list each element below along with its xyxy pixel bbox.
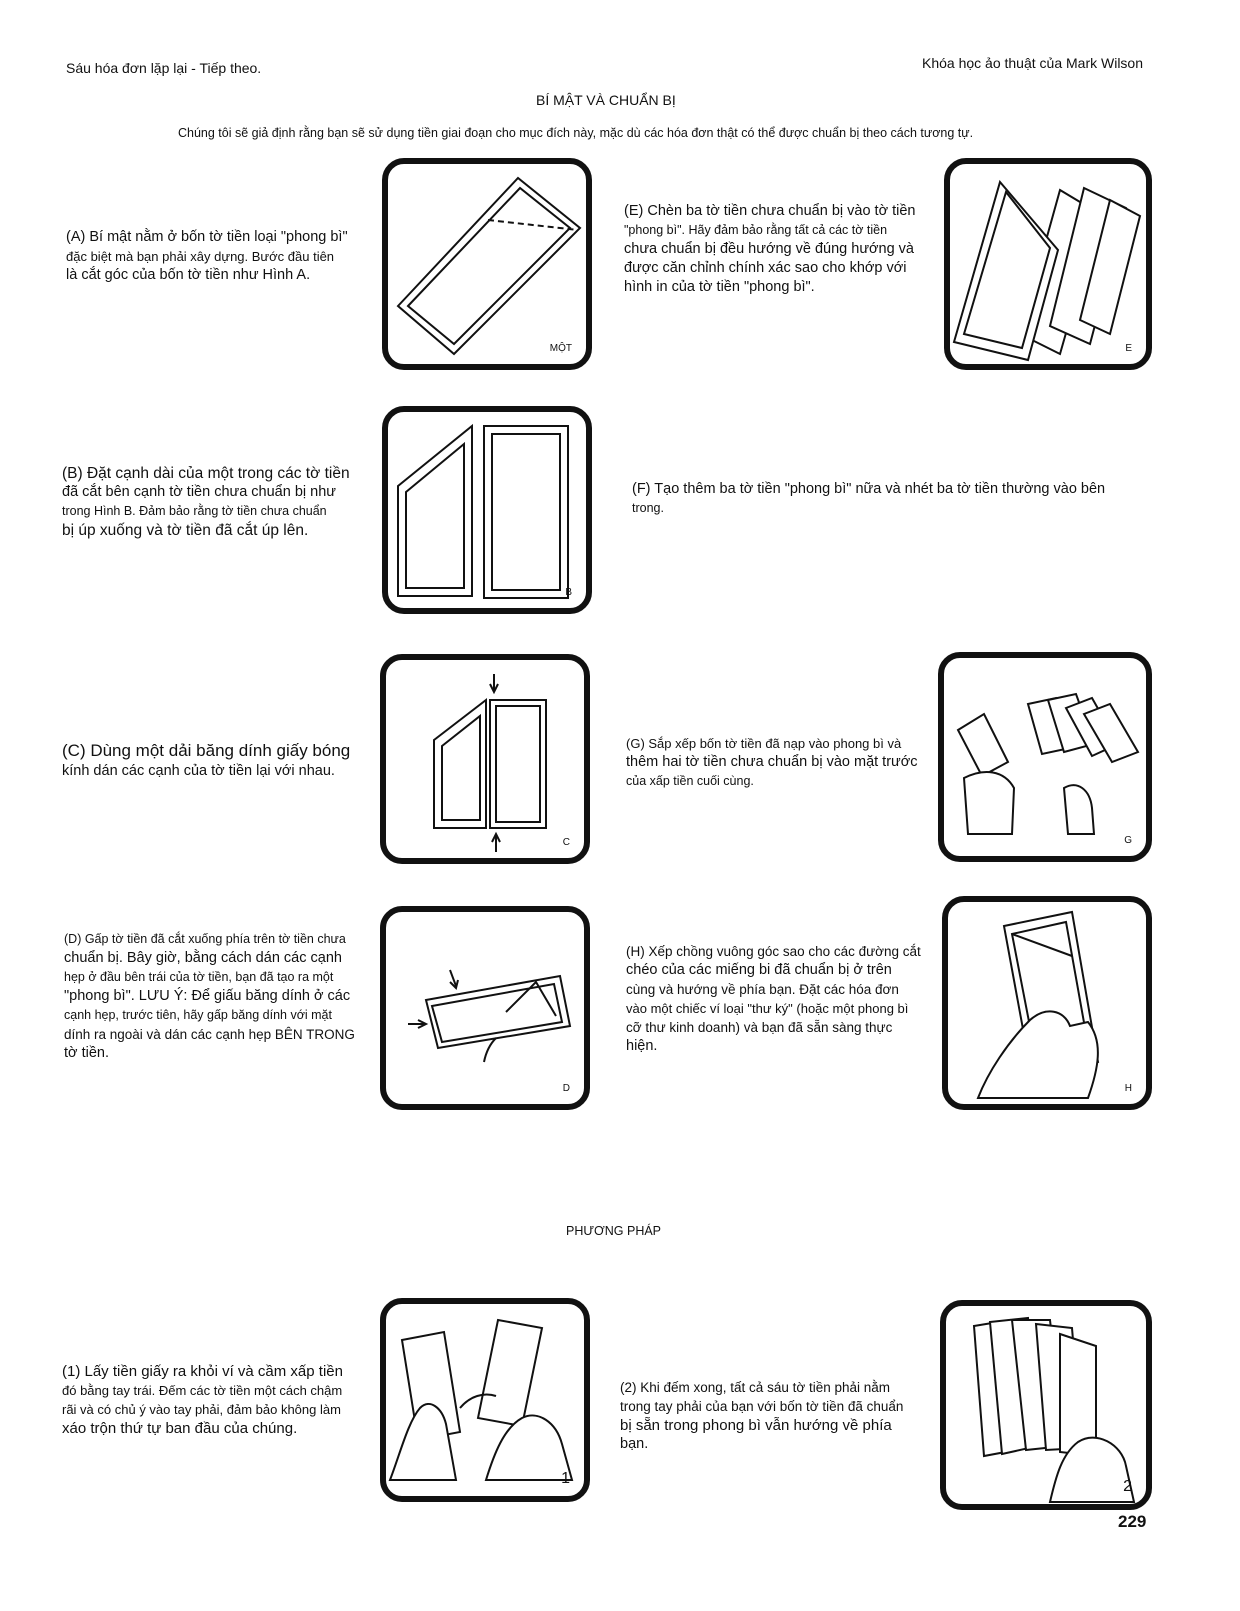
method-1-text <box>62 1362 372 1438</box>
step-b-text <box>62 464 372 540</box>
method-1-line: rãi và có chủ ý vào tay phải, đảm bảo không làm <box>62 1402 341 1417</box>
step-f-line: (F) Tạo thêm ba tờ tiền "phong bì" nữa và nhét ba tờ tiền thường vào bên <box>632 481 1106 497</box>
step-g-line: (G) Sắp xếp bốn tờ tiền đã nạp vào phong bì và <box>626 736 902 751</box>
figure-a-label: MỘT <box>549 343 572 354</box>
step-e-line: được căn chỉnh chính xác sao cho khớp với <box>624 260 907 276</box>
figure-e-drawing <box>950 164 1146 364</box>
step-h-text <box>626 942 942 1056</box>
figure-1-label: 1 <box>561 1470 570 1487</box>
step-h-line: hiện. <box>626 1038 658 1054</box>
figure-h-drawing <box>948 902 1146 1104</box>
figure-g-label: G <box>1124 835 1132 846</box>
running-header-left: Sáu hóa đơn lặp lại - Tiếp theo. <box>66 60 262 76</box>
figure-d-drawing <box>386 912 584 1104</box>
step-f-text <box>632 480 1152 518</box>
step-g-line: thêm hai tờ tiền chưa chuẩn bị vào mặt trước <box>626 754 918 770</box>
figure-a-drawing <box>388 164 586 364</box>
section-title: BÍ MẬT VÀ CHUẨN BỊ <box>536 92 676 108</box>
step-d-line: (D) Gấp tờ tiền đã cắt xuống phía trên tờ tiền chưa <box>64 932 346 946</box>
figure-d-label: D <box>562 1083 570 1094</box>
method-title: PHƯƠNG PHÁP <box>566 1224 662 1238</box>
method-2-line: trong tay phải của bạn với bốn tờ tiền đã chuẩn <box>620 1399 904 1414</box>
figure-d <box>380 906 590 1110</box>
step-e-text <box>624 202 944 297</box>
figure-c <box>380 654 590 864</box>
figure-2-drawing <box>946 1306 1146 1504</box>
step-d-line: chuẩn bị. Bây giờ, bằng cách dán các cạnh <box>64 950 342 966</box>
step-b-line: bị úp xuống và tờ tiền đã cắt úp lên. <box>62 522 309 539</box>
figure-g <box>938 652 1152 862</box>
figure-b <box>382 406 592 614</box>
step-e-line: "phong bì". Hãy đảm bảo rằng tất cả các tờ tiền <box>624 223 888 237</box>
step-b-line: (B) Đặt cạnh dài của một trong các tờ tiền <box>62 465 350 482</box>
step-g-text <box>626 734 936 791</box>
running-header-right: Khóa học ảo thuật của Mark Wilson <box>922 55 1144 71</box>
method-2-line: bạn. <box>620 1436 649 1452</box>
figure-1-drawing <box>386 1304 584 1496</box>
method-1-line: xáo trộn thứ tự ban đầu của chúng. <box>62 1420 298 1437</box>
figure-h <box>942 896 1152 1110</box>
figure-e <box>944 158 1152 370</box>
step-a-line: (A) Bí mật nằm ở bốn tờ tiền loại "phong bì" <box>66 229 348 245</box>
figure-h-label: H <box>1124 1083 1132 1094</box>
step-d-line: dính ra ngoài và dán các cạnh hẹp BÊN TRONG <box>64 1027 355 1042</box>
figure-a <box>382 158 592 370</box>
step-c-line: kính dán các cạnh của tờ tiền lại với nhau. <box>62 763 335 779</box>
method-2-line: bị sẵn trong phong bì vẫn hướng về phía <box>620 1417 892 1434</box>
figure-c-label: C <box>562 837 570 848</box>
step-f-line: trong. <box>632 501 664 515</box>
step-g-line: của xấp tiền cuối cùng. <box>626 774 754 788</box>
step-e-line: (E) Chèn ba tờ tiền chưa chuẩn bị vào tờ tiền <box>624 203 916 219</box>
intro-text: Chúng tôi sẽ giả định rằng bạn sẽ sử dụng tiền giai đoạn cho mục đích này, mặc dù các hóa đơn thật có thể được chuẩn bị theo cách tương tự. <box>178 126 974 140</box>
step-c-text <box>62 740 372 781</box>
figure-c-drawing <box>386 660 584 858</box>
method-2-line: (2) Khi đếm xong, tất cả sáu tờ tiền phải nằm <box>620 1380 890 1395</box>
step-a-line: là cắt góc của bốn tờ tiền như Hình A. <box>66 267 311 283</box>
step-h-line: vào một chiếc ví loại "thư ký" (hoặc một phong bì <box>626 1001 909 1016</box>
figure-1 <box>380 1298 590 1502</box>
method-1-line: (1) Lấy tiền giấy ra khỏi ví và cầm xấp tiền <box>62 1363 343 1380</box>
step-c-line: (C) Dùng một dải băng dính giấy bóng <box>62 741 351 760</box>
method-2-text <box>620 1378 934 1454</box>
step-e-line: hình in của tờ tiền "phong bì". <box>624 279 815 295</box>
step-h-line: chéo của các miếng bi đã chuẩn bị ở trên <box>626 962 892 978</box>
figure-b-label: B <box>565 587 572 598</box>
step-b-line: trong Hình B. Đảm bảo rằng tờ tiền chưa chuẩn <box>62 504 327 518</box>
figure-2 <box>940 1300 1152 1510</box>
step-h-line: cỡ thư kinh doanh) và bạn đã sẵn sàng thực <box>626 1020 893 1035</box>
method-1-line: đó bằng tay trái. Đếm các tờ tiền một cách chậm <box>62 1383 343 1398</box>
figure-2-label: 2 <box>1123 1478 1132 1495</box>
step-d-line: hẹp ở đầu bên trái của tờ tiền, bạn đã tạo ra một <box>64 970 334 984</box>
step-d-line: tờ tiền. <box>64 1045 109 1061</box>
step-d-text <box>64 930 374 1063</box>
step-h-line: cùng và hướng về phía bạn. Đặt các hóa đơn <box>626 982 899 997</box>
figure-g-drawing <box>944 658 1146 856</box>
step-a-text <box>66 228 376 285</box>
step-d-line: cạnh hẹp, trước tiên, hãy gấp băng dính với mặt <box>64 1008 332 1022</box>
step-e-line: chưa chuẩn bị đều hướng về đúng hướng và <box>624 241 914 257</box>
step-a-line: đặc biệt mà bạn phải xây dựng. Bước đầu tiên <box>66 249 335 264</box>
step-h-line: (H) Xếp chồng vuông góc sao cho các đường cắt <box>626 944 921 959</box>
step-b-line: đã cắt bên cạnh tờ tiền chưa chuẩn bị như <box>62 484 336 500</box>
figure-e-label: E <box>1125 343 1132 354</box>
page-number: 229 <box>1118 1512 1147 1531</box>
step-d-line: "phong bì". LƯU Ý: Để giấu băng dính ở các <box>64 988 351 1004</box>
figure-b-drawing <box>388 412 586 608</box>
